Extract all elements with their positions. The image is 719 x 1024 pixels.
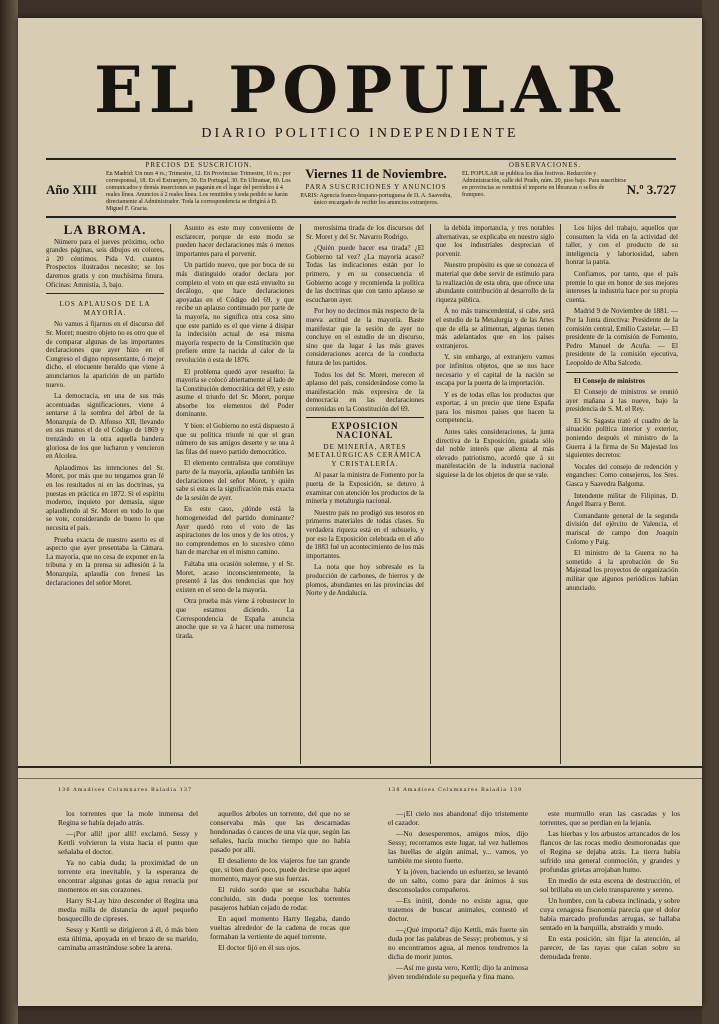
agencies-text: PARIS: Agencia franco-hispano-portuguesa de D. A. Saavedra, único encargado de recibir los anuncios extranjeros. xyxy=(300,193,452,206)
column-1 xyxy=(46,224,164,764)
issue-date: Viernes 11 de Noviembre. xyxy=(305,166,447,181)
paragraph: Madrid 9 de Noviembre de 1881. — Por la Junta directiva: Presidente de la comisión central, Emilio Castelar. — El presidente de la comisión de Fomento, Pedro Manuel de Acuña. — El presidente de la comisión ejecutiva, Leopoldo de Alba Salcedo. xyxy=(566,307,678,367)
newspaper-title: EL POPULAR xyxy=(94,53,626,128)
paragraph: No vamos á fijarnos en el discurso del Sr. Moret; nuestro objeto no es otro que el de comparar algunas de las importantes declaraciones que ayer hizo en el Congreso el digno representante, ó mejor dicho, el elocuente heraldo que viene á anunciarnos la aparición de un partido nuevo. xyxy=(46,320,164,389)
paragraph: El ruido sordo que se escuchaba había concluido, sin duda porque los torrentes pasajeros habían cejado de rodar. xyxy=(210,885,350,912)
folio-left: 136 Amadíses Columnares Baladía 137 xyxy=(58,787,193,793)
paragraph: Los hijos del trabajo, aquellos que consumen la vida en la actividad del taller, y con el producto de su inteligencia y laboriosidad, saben honrar la patria. xyxy=(566,224,678,267)
folletin-section xyxy=(18,778,702,1006)
paragraph: Faltaba una ocasión solemne, y el Sr. Moret, acaso inconscientemente, la presentó á las dos tendencias que hoy existen en el seno de la mayoría. xyxy=(176,559,294,594)
paragraph: Un hombre, con la cabeza inclinada, y sobre cuya cenagosa fisonomía parecía que el dolor había marcado profundas arrugas, se hallaba sentado en la barquilla, abstraído y mudo. xyxy=(540,896,680,932)
paragraph: Y la jóven, haciendo un esfuerzo, se levantó de un salto, como para dar ánimos á sus desconsolados compañeros. xyxy=(388,867,528,894)
paragraph: El Consejo de ministros se reunió ayer mañana á las nueve, bajo la presidencia de S. M. el Rey. xyxy=(566,388,678,414)
paragraph: Intendente militar de Filipinas, D. Ángel Ibarra y Berot. xyxy=(566,491,678,509)
divider xyxy=(566,372,678,373)
info-bar xyxy=(46,158,676,218)
paragraph: En medio de esta escena de destrucción, el sol brillaba en un cielo transparente y sereno. xyxy=(540,876,680,894)
paragraph: Á no más transcendental, si cabe, será el estudio de la Metalurgia y de las Artes que de ella se alimentan, algunas tienen más adelantados que en los países extranjeros. xyxy=(436,307,554,350)
paragraph: Vocales del consejo de redención y enganches: Como consejeros, los Sres. Gasca y Saavedra Balgoma. xyxy=(566,462,678,489)
section-rule xyxy=(18,766,702,768)
newspaper-subtitle: DIARIO POLITICO INDEPENDIENTE xyxy=(201,126,519,141)
masthead xyxy=(18,53,702,142)
paragraph: Sessy y Kettli se dirigieron á él, ó más bien esta última, apoyada en el brazo de su marido, caminaba arrastrándose sobre la arena. xyxy=(58,925,198,952)
folletin-column-3 xyxy=(388,809,528,1001)
newspaper-page xyxy=(18,18,702,1006)
paragraph: —¡El cielo nos abandona! dijo tristemente el cazador. xyxy=(388,809,528,827)
council-heading: El Consejo de ministros xyxy=(574,376,645,385)
paragraph: La democracia, en una de sus más accentuadas significaciones, viene á sentarse á la sombra del árbol de la Monarquía de D. Alfonso XII, llevando en sus manos el de el Código de 1869 y trenzándo en la otra aquella bandera gloriosa de los que lucharon y vencieron en Alcolea. xyxy=(46,392,164,461)
column-3 xyxy=(306,224,424,764)
paragraph: Al pasar la ministra de Fomento por la puerta de la Exposición, se detuvo á examinar con atención los productos de la minería y metalurgia nacional. xyxy=(306,471,424,506)
paragraph: —¿Qué importa? dijo Kettli, más fuerte sin duda por las palabras de Sessy; probemos, y si no encontramos agua, al menos tendremos la dicha de morir juntos. xyxy=(388,925,528,961)
prices-heading: PRECIOS DE SUSCRICION. xyxy=(145,161,253,169)
paragraph: Por hoy no decimos más respecto de la nueva actitud de la mayoría. Baste manifestar que la sesión de ayer no concluye en el estudio de un discurso, sino que da lugar á las más graves consideraciones acerca de la conducta futura de los partidos. xyxy=(306,307,424,367)
paragraph: Confiamos, por tanto, que el país premie lo que en honor de sus mejores intereses la industria hace por su propia cuenta. xyxy=(566,269,678,304)
paragraph: Y es de todas ellas los productos que exportar, á un precio que tiene España para los mismos países que hacen la competencia. xyxy=(436,390,554,425)
folletin-column-4 xyxy=(540,809,680,1001)
paragraph: En esta posición, sin fijar la atención, al parecer, de las rayas que caían sobre su demudada frente. xyxy=(540,934,680,961)
observations-text: EL POPULAR se publica los días festivos. Redacción y Administración, calle del Prado, núm. 20, piso bajo. Para suscribirse en provincias se remitirá el importe en libranzas o sellos de franqueo. xyxy=(462,171,627,198)
paragraph: Las hierbas y los arbustos arrancados de los flancos de las rocas medio desmoronadas que el Regina se dejaba atrás. La tierra había sufrido una general conmoción, y grandes y profundas grietas arrojaban humo. xyxy=(540,829,680,874)
column-rule xyxy=(430,224,431,764)
column-5 xyxy=(566,224,678,764)
paragraph: El Sr. Sagasta trató el cuadro de la situación política interior y exterior, poniendo después el ministro de la Guerra á la firma de Su Majestad los siguientes decretos: xyxy=(566,416,678,460)
column-4 xyxy=(436,224,554,764)
column-2 xyxy=(176,224,294,764)
paragraph: La nota que hoy sobresale es la producción de carbones, de hierros y de plomos, abundantes en las provincias del Norte y de Andalucía. xyxy=(306,563,424,598)
exposition-heading: EXPOSICION NACIONAL xyxy=(331,421,399,441)
divider xyxy=(46,293,164,294)
paragraph: Y bien: el Gobierno no está dispuesto á que su política triunfe ni que el gran número de sus amigos deserte y se una á las filas del nuevo partido democrático. xyxy=(176,422,294,456)
paragraph: este murmullo eran las cascadas y los torrentes, que se perdían en la lejanía. xyxy=(540,809,680,827)
paragraph: Nuestro propósito es que se conozca el material que debe servir de estímulo para la realización de esta obra, que ofrece una abundante contribución al desarrollo de la riqueza pública. xyxy=(436,261,554,304)
agencies-heading: PARA SUSCRICIONES Y ANUNCIOS xyxy=(305,183,447,191)
paragraph: Ya no cabía duda; la proximidad de un torrente era inevitable, y la esperanza de encontrar algunas gotas de agua renacía por momentos en sus corazones. xyxy=(58,858,198,894)
page-edge xyxy=(702,0,719,1024)
paragraph: los torrentes que la mole inmensa del Regina se había dejado atrás. xyxy=(58,809,198,827)
issue-year: Año XIII xyxy=(46,182,97,197)
paragraph: Otra prueba más viene á robustecer lo que estamos diciendo. La Correspondencia de España anuncia anoche que se va á hacer una numerosa tirada. xyxy=(176,597,294,640)
paragraph: Todos los del Sr. Moret, merecen el aplauso del país, considerándose como la manifestación más expresiva de la democracia en las declaraciones contenidas en la Constitución del 69. xyxy=(306,370,424,413)
subscription-prices xyxy=(106,160,292,216)
paragraph: —No desesperemos, amigos míos, dijo Sessy; recorramos este lugar, tal vez hallemos las huellas de algún animal, y... vamos, yo también me siento fuerte. xyxy=(388,829,528,865)
folletin-column-2 xyxy=(210,809,350,1001)
paragraph: Comandante general de la segunda división del ejército de Valencia, el mariscal de campo don Joaquín Colomo y Paig. xyxy=(566,511,678,546)
paragraph: El ministro de la Guerra no ha sometido á la aprobación de Su Majestad los proyectos de organización militar que algunos periódicos habían anunciado. xyxy=(566,549,678,592)
folio-right: 138 Amadíses Columnares Baladía 139 xyxy=(388,787,523,793)
paragraph: El problema quedó ayer resuelto: la mayoría se colocó abiertamente al lado de la Constitución democrática del 69, y esto asume el triunfo del Sr. Moret, porque absorbe los elementos del Poder dominante. xyxy=(176,367,294,419)
column-rule xyxy=(300,224,301,764)
observations-box xyxy=(462,160,628,216)
column-rule xyxy=(560,224,561,764)
paragraph: Un partido nuevo, que por boca de su más distinguido orador declara por completo el voto en que está envuelto su decálogo, que hace declaraciones apoyadas en el Código del 69, y que recibe un aplauso continuado por parte de la mayoría, no significa otra cosa sino que este partido es el que viene á disipar la indecisión actual de esa misma mayoría respecto de la Constitución que prefiere entre la nacida al calor de la revolución ó esta de 1876. xyxy=(176,261,294,364)
observations-heading: OBSERVACIONES. xyxy=(508,161,582,169)
paragraph: aquellos árboles un torrente, del que no se conservaba más que las descarnadas hondonadas ó cauces de una vía que, según las señales, hacía mucho tiempo que no había pasado por allí. xyxy=(210,809,350,854)
divider xyxy=(306,417,424,418)
issue-number: N.º 3.727 xyxy=(626,182,676,197)
paragraph: —¡Por allí! ¡por allí! exclamó. Sessy y Kettli volvieron la vista hacia el punto que señalaba el doctor. xyxy=(58,829,198,856)
paragraph: Harry St-Lay hizo descender el Regina una media milla de distancia de aquel pequeño bosquecillo de cipreses. xyxy=(58,896,198,923)
paragraph: Asunto es este muy conveniente de esclarecer, porque de este modo se pueden hacer declaraciones más ó menos importantes para el porvenir. xyxy=(176,224,294,258)
paragraph: merosísima tirada de los discursos del Sr. Moret y del Sr. Navarro Rodrigo. xyxy=(306,224,424,241)
book-spine xyxy=(0,0,18,1024)
paragraph: Prueba exacta de nuestro aserto es el aspecto que ayer presentaba la Cámara. La mayoría, que no cesa de exponer en la tribuna y en la prensa su adhesión á la Monarquía, aplaudía con frenesí las declaraciones del señor Moret. xyxy=(46,535,164,587)
paragraph: El desaliento de los viajeros fue tan grande que, si bien duró poco, puede decirse que aquel momento, mayor que sus fuerzas. xyxy=(210,856,350,883)
column-rule xyxy=(170,224,171,764)
paragraph: El elemento centralista que constituye parte de la mayoría, aplaudía también las declaraciones del señor Moret, y quién sabe si esta es la significación más exacta de la sesión de ayer. xyxy=(176,459,294,502)
paragraph: la debida importancia, y tres notables alternativas, se explicaba en nuestro siglo que los industriales desprecian el porvenir. xyxy=(436,224,554,258)
article-heading: LOS APLAUSOS DE LA MAYORÍA. xyxy=(59,300,151,317)
folletin-column-1 xyxy=(58,809,198,1001)
paragraph: Y, sin embargo, al extranjero vamos por infinitos objetos, que se nos hace necesario y el capital de la nación se escapa por la puerta de la importación. xyxy=(436,353,554,388)
prices-text: En Madrid: Un mes 4 rs.; Trimestre, 12. En Provincias: Trimestre, 16 rs.; por corresponsal, 18. En el Extranjero, 30. En Portugal, 30. En Ultramar, 80. Los comunicados y demás inserciones se pagarán en el lugar del periódico á 4 reales línea. Anuncios á 2 reales línea. Los remitidos y toda pedido se harán directamente al Administrador. Toda la correspondencia se dirigirá á D. Miguel F. Gracia. xyxy=(106,171,291,212)
paragraph: En este caso, ¿dónde está la homogeneidad del partido dominante? Ayer quedó roto el voto de las aspiraciones de los unos y de los otros, y no comprendemos en lo sucesivo cómo han de marchar en el mismo camino. xyxy=(176,505,294,557)
paragraph: Aplaudimos las intenciones del Sr. Moret, por más que no tengamos gran fé en los resultados ni en las doctrinas, ya puestas en práctica en 1872. Si el espíritu moderno, inquieto por demasía, sigue aplaudiendo al Sr. Moret en todo lo que se vote, considerando de bueno lo que necesita el país. xyxy=(46,463,164,532)
exposition-subheading: DE MINERÍA, ARTES METALÚRGICAS CERÁMICA Y CRISTALERÍA. xyxy=(308,442,422,468)
paragraph: En aquel momento Harry llegaba, dando vueltas alrededor de la cadena de rocas que formaban la vertiente de aquel torrente. xyxy=(210,914,350,941)
paragraph: —Es inútil, donde no existe agua, que tratemos de buscar animales, contestó el doctor. xyxy=(388,896,528,923)
paragraph: Nuestro país no prodigó sus tesoros en primeros materiales de todas clases. Su verdadera riqueza está en el subsuelo, y por eso la Exposición celebrada en el año de 1883 fué un acontecimiento de los más importantes. xyxy=(306,508,424,560)
paragraph: —Así me gusta vero, Kettli; dijo la animosa jóven tendiéndole su pequeña y fina mano. xyxy=(388,963,528,981)
broma-notice: Número para el jueves próximo, ocho grandes páginas, seis dibujos en colores, á 20 céntimos. Pida Vd. cuantos Prospectos ilustrados necesite; se los daremos gratis y con muchísima finura. Oficinas: Amnistía, 3, bajo. xyxy=(46,237,164,289)
broma-heading: LA BROMA. xyxy=(63,224,147,237)
paragraph: Antes tales consideraciones, la junta directiva de la Exposición, guiada sólo del noble interés que alienta al más elevado patriotismo, acordó que á su manifestación de la industria nacional siguiese la de los objetos de que se vale. xyxy=(436,428,554,480)
paragraph: ¿Quién puede hacer esa tirada? ¿El Gobierno tal vez? ¿La mayoría acaso? Todas las indicaciones están por lo primero, y en su consecuencia el Gobierno acoge y recomienda la política de las doctrinas que con tanto aplauso se escucharon ayer. xyxy=(306,244,424,304)
paragraph: El doctor fijó en él sus ojos. xyxy=(218,943,301,952)
agencies-box xyxy=(296,182,456,216)
